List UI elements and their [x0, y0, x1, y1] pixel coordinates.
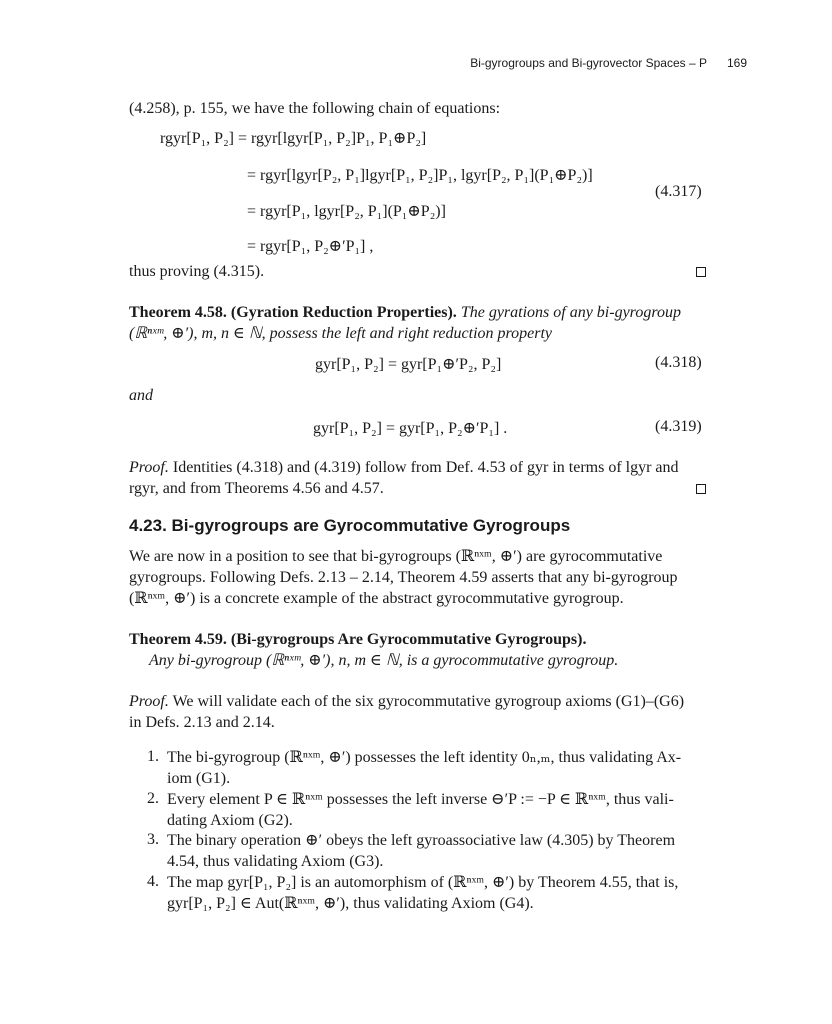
equation-line-3: = rgyr[P₁, lgyr[P₂, P₁](P₁⊕P₂)]: [247, 203, 446, 220]
theorem-459-statement: Any bi-gyrogroup (ℝⁿˣᵐ, ⊕′), n, m ∈ ℕ, is a gyrocommutative gyrogroup.: [149, 652, 619, 669]
theorem-458-label: Theorem 4.58. (Gyration Reduction Properties).: [129, 304, 457, 321]
list-item-line: iom (G1).: [167, 770, 231, 787]
equation-line-2: = rgyr[lgyr[P₂, P₁]lgyr[P₁, P₂]P₁, lgyr[P₂, P₁](P₁⊕P₂)]: [247, 167, 593, 184]
and-connector: and: [129, 387, 153, 404]
proof-458-label: Proof.: [129, 459, 169, 476]
section-para-line-3: (ℝⁿˣᵐ, ⊕′) is a concrete example of the abstract gyrocommutative gyrogroup.: [129, 590, 624, 607]
theorem-459-label: Theorem 4.59. (Bi-gyrogroups Are Gyrocommutative Gyrogroups).: [129, 631, 587, 648]
section-para-line-2: gyrogroups. Following Defs. 2.13 – 2.14, Theorem 4.59 asserts that any bi-gyrogroup: [129, 569, 678, 586]
qed-square-icon: [696, 267, 706, 277]
proof-458-line-1: [129, 458, 679, 478]
theorem-458-statement-1: The gyrations of any bi-gyrogroup: [460, 304, 681, 321]
proof-459-label: Proof.: [129, 693, 169, 710]
list-item-line: gyr[P₁, P₂] ∈ Aut(ℝⁿˣᵐ, ⊕′), thus validating Axiom (G4).: [167, 895, 534, 912]
section-heading: 4.23. Bi-gyrogroups are Gyrocommutative Gyrogroups: [129, 516, 571, 535]
equation-line-1: rgyr[P₁, P₂] = rgyr[lgyr[P₁, P₂]P₁, P₁⊕P₂]: [160, 130, 427, 147]
equation-4319: gyr[P₁, P₂] = gyr[P₁, P₂⊕′P₁] .: [313, 420, 508, 437]
list-item-line: The bi-gyrogroup (ℝⁿˣᵐ, ⊕′) possesses the left identity 0ₙ,ₘ, thus validating Ax-: [167, 749, 682, 766]
chain-conclusion: thus proving (4.315).: [129, 263, 265, 280]
proof-459-text-1: We will validate each of the six gyrocommutative gyrogroup axioms (G1)–(G6): [172, 693, 685, 710]
equation-4318: gyr[P₁, P₂] = gyr[P₁⊕′P₂, P₂]: [315, 356, 502, 373]
chain-intro: (4.258), p. 155, we have the following chain of equations:: [129, 100, 501, 117]
proof-458-line-2: rgyr, and from Theorems 4.56 and 4.57.: [129, 480, 384, 497]
proof-459-line-1: [129, 692, 684, 712]
list-item-line: dating Axiom (G2).: [167, 812, 293, 829]
equation-line-4: = rgyr[P₁, P₂⊕′P₁] ,: [247, 238, 374, 255]
list-item-line: Every element P ∈ ℝⁿˣᵐ possesses the left inverse ⊖′P := −P ∈ ℝⁿˣᵐ, thus vali-: [167, 791, 674, 808]
theorem-458-line-1: [129, 303, 681, 323]
proof-458-text-1: Identities (4.318) and (4.319) follow from Def. 4.53 of gyr in terms of lgyr and: [172, 459, 679, 476]
equation-number-4319: (4.319): [655, 418, 702, 435]
list-item-line: The map gyr[P₁, P₂] is an automorphism of (ℝⁿˣᵐ, ⊕′) by Theorem 4.55, that is,: [167, 874, 679, 891]
qed-square-icon: [696, 484, 706, 494]
list-item-number: 1.: [147, 748, 159, 765]
equation-number-4318: (4.318): [655, 354, 702, 371]
list-item-number: 2.: [147, 790, 159, 807]
section-para-line-1: We are now in a position to see that bi-gyrogroups (ℝⁿˣᵐ, ⊕′) are gyrocommutative: [129, 548, 663, 565]
list-item-number: 4.: [147, 873, 159, 890]
list-item-number: 3.: [147, 831, 159, 848]
list-item-line: 4.54, thus validating Axiom (G3).: [167, 853, 384, 870]
theorem-458-statement-2: (ℝⁿˣᵐ, ⊕′), m, n ∈ ℕ, possess the left and right reduction property: [129, 325, 553, 342]
equation-number-4317: (4.317): [655, 183, 702, 200]
page-number: 169: [727, 56, 748, 70]
proof-459-line-2: in Defs. 2.13 and 2.14.: [129, 714, 275, 731]
running-header-title: Bi-gyrogroups and Bi-gyrovector Spaces – P: [470, 56, 707, 70]
list-item-line: The binary operation ⊕′ obeys the left gyroassociative law (4.305) by Theorem: [167, 832, 676, 849]
